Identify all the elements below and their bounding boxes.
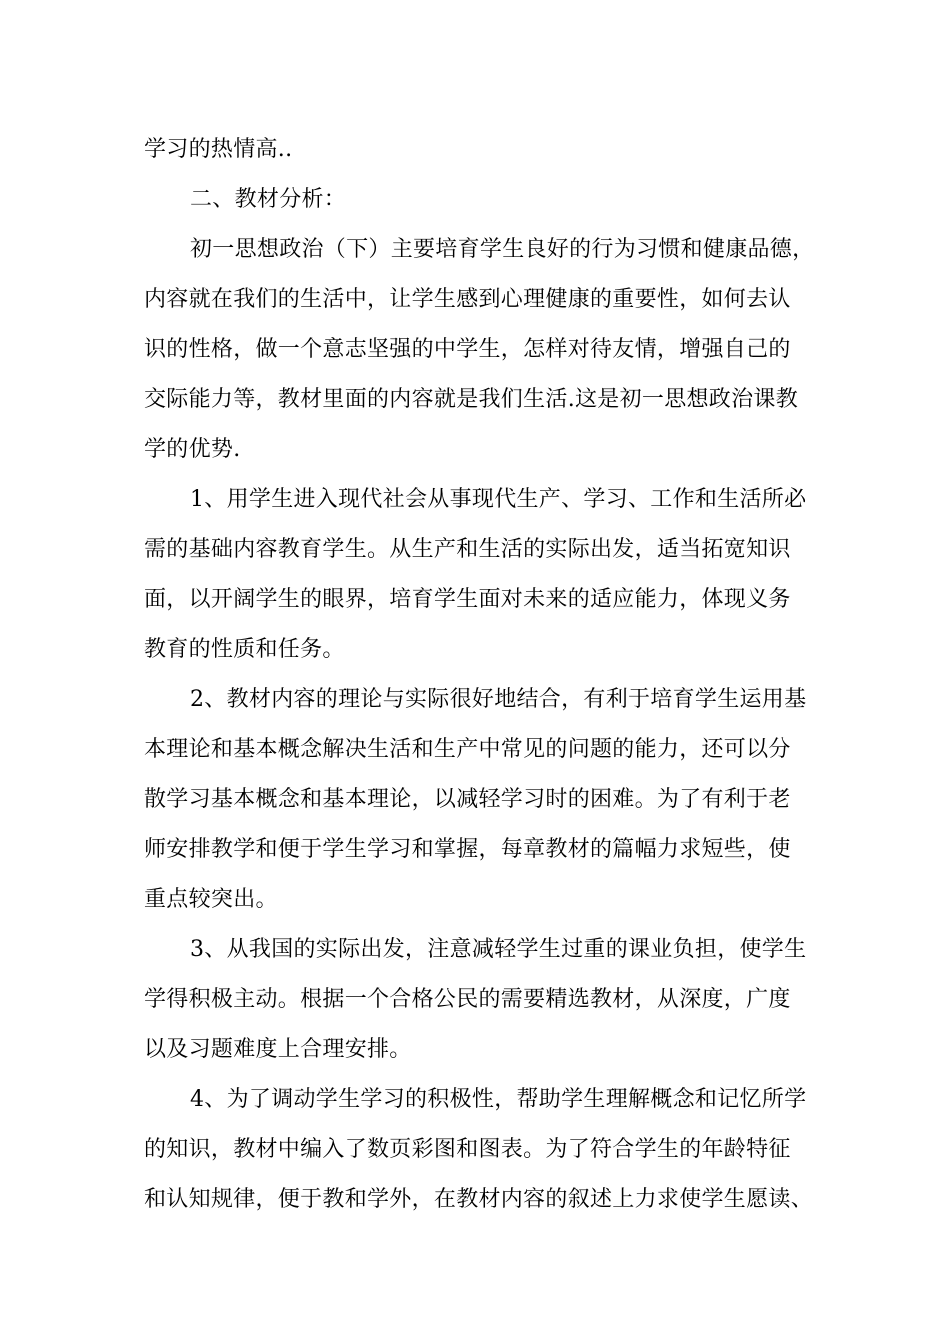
- text-line-19: 以及习题难度上合理安排。: [144, 1037, 412, 1062]
- text-line-8: 1、用学生进入现代社会从事现代生产、学习、工作和生活所必: [190, 487, 807, 512]
- text-line-17: 3、从我国的实际出发，注意减轻学生过重的课业负担，使学生: [190, 937, 807, 962]
- text-line-22: 和认知规律，便于教和学外，在教材内容的叙述上力求使学生愿读、: [144, 1187, 814, 1212]
- text-line-13: 本理论和基本概念解决生活和生产中常见的问题的能力，还可以分: [144, 737, 791, 762]
- text-line-21: 的知识，教材中编入了数页彩图和图表。为了符合学生的年龄特征: [144, 1137, 791, 1162]
- text-line-7: 学的优势.: [144, 437, 241, 462]
- text-line-10: 面，以开阔学生的眼界，培育学生面对未来的适应能力，体现义务: [144, 587, 791, 612]
- text-line-15: 师安排教学和便于学生学习和掌握，每章教材的篇幅力求短些，使: [144, 837, 791, 862]
- text-line-11: 教育的性质和任务。: [144, 637, 345, 662]
- text-line-16: 重点较突出。: [144, 887, 278, 912]
- text-line-5: 识的性格，做一个意志坚强的中学生，怎样对待友情，增强自己的: [144, 337, 791, 362]
- text-line-4: 内容就在我们的生活中，让学生感到心理健康的重要性，如何去认: [144, 287, 791, 312]
- text-line-12: 2、教材内容的理论与实际很好地结合，有利于培育学生运用基: [190, 687, 807, 712]
- text-line-6: 交际能力等，教材里面的内容就是我们生活.这是初一思想政治课教: [144, 387, 798, 412]
- text-line-18: 学得积极主动。根据一个合格公民的需要精选教材，从深度，广度: [144, 987, 791, 1012]
- text-line-20: 4、为了调动学生学习的积极性，帮助学生理解概念和记忆所学: [190, 1087, 807, 1112]
- text-line-1: 学习的热情高..: [144, 137, 293, 162]
- section-heading: 二、教材分析：: [190, 187, 347, 212]
- text-line-3: 初一思想政治（下）主要培育学生良好的行为习惯和健康品德，: [190, 237, 815, 262]
- text-line-9: 需的基础内容教育学生。从生产和生活的实际出发，适当拓宽知识: [144, 537, 791, 562]
- text-line-14: 散学习基本概念和基本理论，以减轻学习时的困难。为了有利于老: [144, 787, 791, 812]
